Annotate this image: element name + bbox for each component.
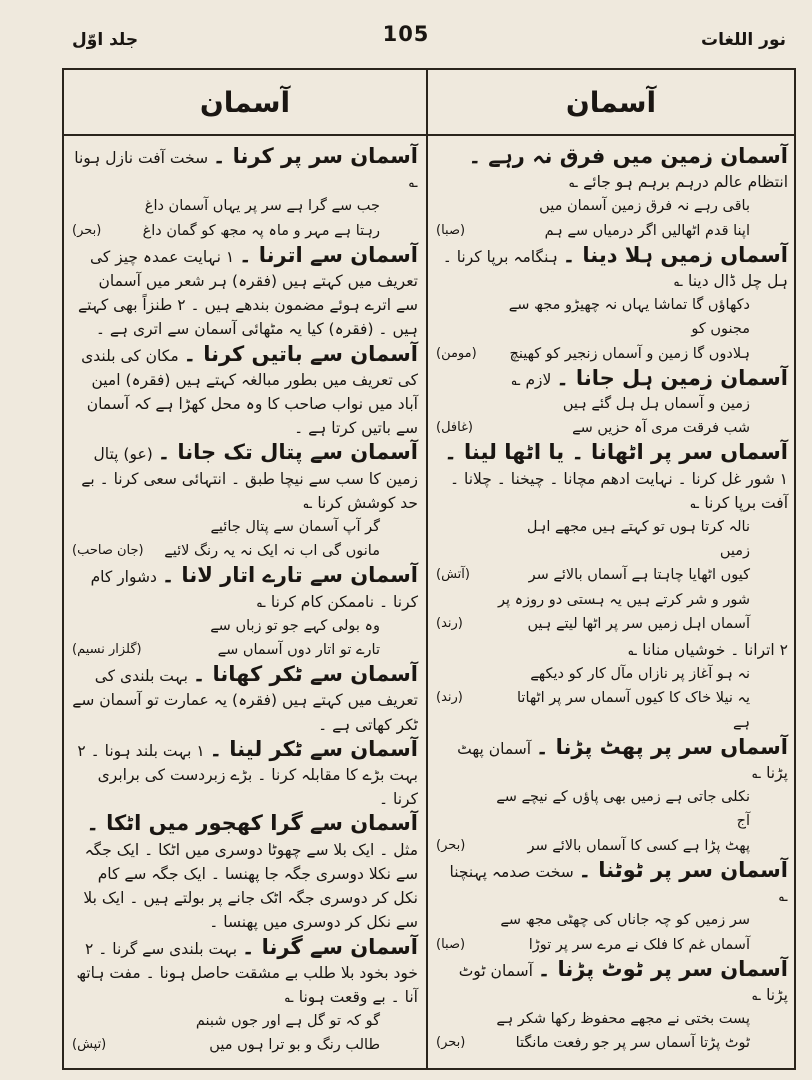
- entry-headword: آسمان زمین ہل جانا ۔: [556, 365, 788, 390]
- entry-headword: آسمان سے گرنا ۔: [242, 934, 418, 959]
- verse-text: یہ نیلا خاک کا کیوں آسماں سر پر اٹھاتا ہے: [517, 690, 750, 731]
- poet-attribution: (تپش): [72, 1037, 107, 1053]
- dictionary-entry: [72, 440, 418, 515]
- verse-text: ہلادوں گا زمین و آسماں زنجیر کو کھینچ: [509, 345, 750, 362]
- entry-headword: آسمان سر پر ٹوٹ پڑنا ۔: [537, 956, 788, 981]
- entry-headword: آسماں زمیں ہلا دینا ۔: [562, 242, 788, 267]
- entry-headword: آسمان سے تارے اتار لانا ۔: [161, 563, 418, 588]
- volume-label: جلد اوّل: [72, 30, 139, 50]
- verse-line: [436, 416, 788, 440]
- entry-definition: سخت صدمہ پہنچنا ؎: [449, 862, 788, 906]
- entry-headword: آسمان سے اترنا ۔: [239, 242, 418, 267]
- dictionary-entry: [72, 342, 418, 441]
- entry-headword: آسماں سر پر اٹھانا ۔ یا اٹھا لینا ۔: [444, 440, 788, 465]
- entry-headword: آسمان سے ٹکر کھانا ۔: [192, 662, 418, 687]
- column-divider: [426, 68, 428, 1070]
- entry-headword: آسماں سر پر پھٹ پڑنا ۔: [536, 734, 788, 759]
- verse-text: مانوں گی اب نہ ایک نہ یہ رنگ لائیے: [164, 543, 380, 560]
- dictionary-entry: [436, 858, 788, 908]
- verse-text: طالب رنگ و بو ترا ہوں میں: [209, 1037, 380, 1054]
- poet-attribution: (بحر): [72, 222, 102, 238]
- entry-headword: آسمان سے پتال تک جانا ۔: [157, 440, 418, 465]
- poet-attribution: (بحر): [436, 1035, 466, 1051]
- dictionary-entry: [436, 636, 788, 662]
- poet-attribution: (صبا): [436, 936, 466, 952]
- verse-line: [436, 612, 788, 636]
- verse-text: زمین و آسماں ہل ہل گئے ہیں: [562, 396, 750, 413]
- verse-line: [436, 686, 788, 734]
- verse-line: [436, 588, 788, 612]
- poet-attribution: (رند): [436, 615, 463, 631]
- entry-headword: آسمان سر پر کرنا ۔: [213, 144, 418, 168]
- entry-definition: بہت بلندی سے گرنا ۔ ۲ خود بخود بلا طلب بے مشقت حاصل ہونا ۔ مفت ہاتھ آنا ۔ بے وقعت ہونا ؎: [76, 939, 418, 1006]
- verse-line: [436, 392, 788, 416]
- entry-headword: آسمان زمین میں فرق نہ رہے ۔: [468, 144, 788, 168]
- entry-definition: انتظام عالم درہم برہم ہو جائے ؎: [569, 173, 788, 192]
- verse-text: نکلی جاتی ہے زمیں بھی پاؤں کے نیچے سے آج: [496, 789, 750, 830]
- verse-text: آسماں غم کا فلک نے مرے سر پر توڑا: [528, 936, 750, 953]
- entry-definition: ۲ اترانا ۔ خوشیاں منانا ؎: [628, 641, 788, 660]
- entry-headword: آسمان سے گرا کھجور میں اٹکا ۔: [86, 811, 418, 836]
- verse-line: [436, 785, 788, 833]
- entry-headword: آسمان سے باتیں کرنا ۔: [183, 341, 418, 366]
- entry-definition: ۱ شور غل کرنا ۔ نہایت ادھم مچانا ۔ چیخنا ۔ چلانا ۔ آفت برپا کرنا ؎: [449, 469, 788, 512]
- verse-text: سر زمیں کو چہ جاناں کی چھٹی مجھ سے: [500, 912, 750, 929]
- poet-attribution: (غافل): [436, 420, 473, 436]
- entry-definition: مکان کی بلندی کی تعریف میں بطور مبالغہ کہتے ہیں (فقرہ) امین آباد میں نواب صاحب کا وہ محل کھڑا ہے کہ آسمان سے باتیں کرتا ہے ۔: [81, 346, 418, 438]
- verse-text: پھٹ پڑا ہے کسی کا آسماں بالائے سر: [527, 837, 750, 854]
- dictionary-entry: [436, 440, 788, 515]
- verse-line: [436, 662, 788, 686]
- book-title: نور اللغات: [701, 30, 786, 50]
- verse-text: گو کہ تو گل ہے اور جوں شبنم: [195, 1013, 380, 1030]
- dictionary-entry: [72, 662, 418, 737]
- verse-line: [436, 834, 788, 858]
- poet-attribution: (رند): [436, 690, 463, 706]
- verse-text: جب سے گرا ہے سر پر یہاں آسمان داغ: [144, 198, 380, 215]
- dictionary-entry: [72, 737, 418, 812]
- dictionary-entry: [436, 735, 788, 785]
- verse-text: کیوں اٹھایا چاہتا ہے آسماں بالائے سر: [528, 567, 750, 584]
- verse-line: [72, 539, 418, 563]
- verse-text: گر آپ آسمان سے پتال جائیے: [210, 519, 380, 536]
- verse-line: [436, 515, 788, 563]
- entry-definition: ہنگامہ برپا کرنا ۔ ہل چل ڈال دینا ؎: [442, 247, 788, 291]
- verse-line: [72, 614, 418, 638]
- entry-definition: آسمان پھٹ پڑنا ؎: [457, 739, 788, 783]
- verse-line: [436, 1031, 788, 1055]
- verse-line: [436, 194, 788, 218]
- verse-line: [72, 1009, 418, 1033]
- entry-definition: (عو) پتال زمین کا سب سے نیچا طبق ۔ انتہائی سعی کرنا ۔ بے حد کوشش کرنا ؎: [81, 445, 418, 512]
- verse-line: [436, 1007, 788, 1031]
- right-column: [436, 144, 788, 1056]
- verse-line: [72, 515, 418, 539]
- title-rule: [62, 134, 796, 136]
- poet-attribution: (مومن): [436, 345, 477, 361]
- verse-line: [436, 293, 788, 341]
- dictionary-entry: [436, 144, 788, 194]
- dictionary-entry: [72, 243, 418, 342]
- page-header: [0, 0, 812, 60]
- left-column-title: آسمان: [199, 86, 291, 119]
- verse-text: ٹوٹ پڑتا آسماں سر پر جو رفعت مانگتا: [515, 1035, 750, 1052]
- verse-line: [436, 908, 788, 932]
- verse-line: [436, 342, 788, 366]
- verse-line: [72, 219, 418, 243]
- verse-text: پست بختی نے مجھے محفوظ رکھا شکر ہے: [496, 1011, 750, 1028]
- poet-attribution: (بحر): [436, 837, 466, 853]
- verse-text: اپنا قدم اٹھالیں اگر درمیاں سے ہم: [544, 222, 750, 239]
- entry-definition: آسمان ٹوٹ پڑنا ؎: [458, 961, 788, 1004]
- dictionary-entry: [72, 811, 418, 934]
- entry-definition: بہت بلندی کی تعریف میں کہتے ہیں (فقرہ) یہ عمارت تو آسمان سے ٹکر کھاتی ہے ۔: [72, 667, 418, 734]
- verse-text: باقی رہے نہ فرق زمین آسمان میں: [539, 198, 750, 215]
- entry-definition: ۱ بہت بلند ہونا ۔ ۲ بہت بڑے کا مقابلہ کرنا ۔ بڑے زبردست کی برابری کرنا ۔: [77, 741, 418, 809]
- poet-attribution: (گلزار نسیم): [72, 642, 142, 658]
- verse-text: رہتا ہے مہر و ماہ پہ مجھ کو گمان داغ: [142, 222, 380, 239]
- right-column-title: آسمان: [565, 86, 657, 119]
- verse-line: [436, 219, 788, 243]
- entry-definition: مثل ۔ ایک بلا سے چھوٹا دوسری میں اٹکا ۔ ایک جگہ سے نکلا دوسری جگہ جا پھنسا ۔ ایک جگہ سے کام نکل کر دوسری جگہ اٹک جانے پر بولتے ہیں ۔ ایک بلا سے نکل کر دوسری میں پھنسا ۔: [83, 840, 418, 932]
- entry-definition: لازم ؎: [511, 370, 557, 389]
- dictionary-entry: [436, 957, 788, 1007]
- verse-text: شب فرقت مری آہ حزیں سے: [572, 420, 750, 437]
- verse-line: [436, 933, 788, 957]
- entry-definition: دشوار کام کرنا ۔ ناممکن کام کرنا ؎: [90, 568, 418, 611]
- verse-text: شور و شر کرتے ہیں یہ ہستی دو روزہ پر: [497, 591, 750, 608]
- dictionary-entry: [72, 935, 418, 1010]
- verse-text: آسماں اہل زمیں سر پر اٹھا لیتے ہیں: [527, 615, 750, 632]
- poet-attribution: (جان صاحب): [72, 543, 144, 559]
- dictionary-entry: [72, 144, 418, 194]
- verse-text: نہ ہو آغاز پر نازاں مآل کار کو دیکھے: [530, 666, 750, 683]
- verse-text: وہ بولی کہے جو تو زباں سے: [210, 617, 380, 634]
- entry-definition: ۱ نہایت عمدہ چیز کی تعریف میں کہتے ہیں (فقرہ) ہر شعر میں آسمان سے اترے ہوئے مضمون بندھے ہیں ۔ ۲ طنزاً بھی کہتے ہیں ۔ (فقرہ) کیا یہ مٹھائی آسمان سے اتری ہے ۔: [77, 247, 418, 339]
- entry-headword: آسمان سے ٹکر لینا ۔: [209, 736, 418, 761]
- verse-text: تارے تو اتار دوں آسماں سے: [217, 642, 380, 659]
- verse-line: [72, 194, 418, 218]
- dictionary-entry: [72, 563, 418, 613]
- verse-line: [72, 638, 418, 662]
- dictionary-entry: [436, 366, 788, 392]
- poet-attribution: (آتش): [436, 567, 470, 583]
- page-number: 105: [382, 22, 430, 46]
- dictionary-entry: [436, 243, 788, 293]
- verse-line: [436, 563, 788, 587]
- poet-attribution: (صبا): [436, 222, 466, 238]
- entry-headword: آسمان سر پر ٹوٹنا ۔: [578, 857, 788, 882]
- entry-definition: سخت آفت نازل ہونا ؎: [74, 149, 418, 192]
- left-column: [72, 144, 418, 1058]
- verse-text: نالہ کرتا ہوں تو کہتے ہیں مجھے اہل زمیں: [526, 519, 750, 560]
- verse-text: دکھاؤں گا تماشا یہاں نہ چھیڑو مجھ سے مجنوں کو: [508, 297, 750, 338]
- verse-line: [72, 1033, 418, 1057]
